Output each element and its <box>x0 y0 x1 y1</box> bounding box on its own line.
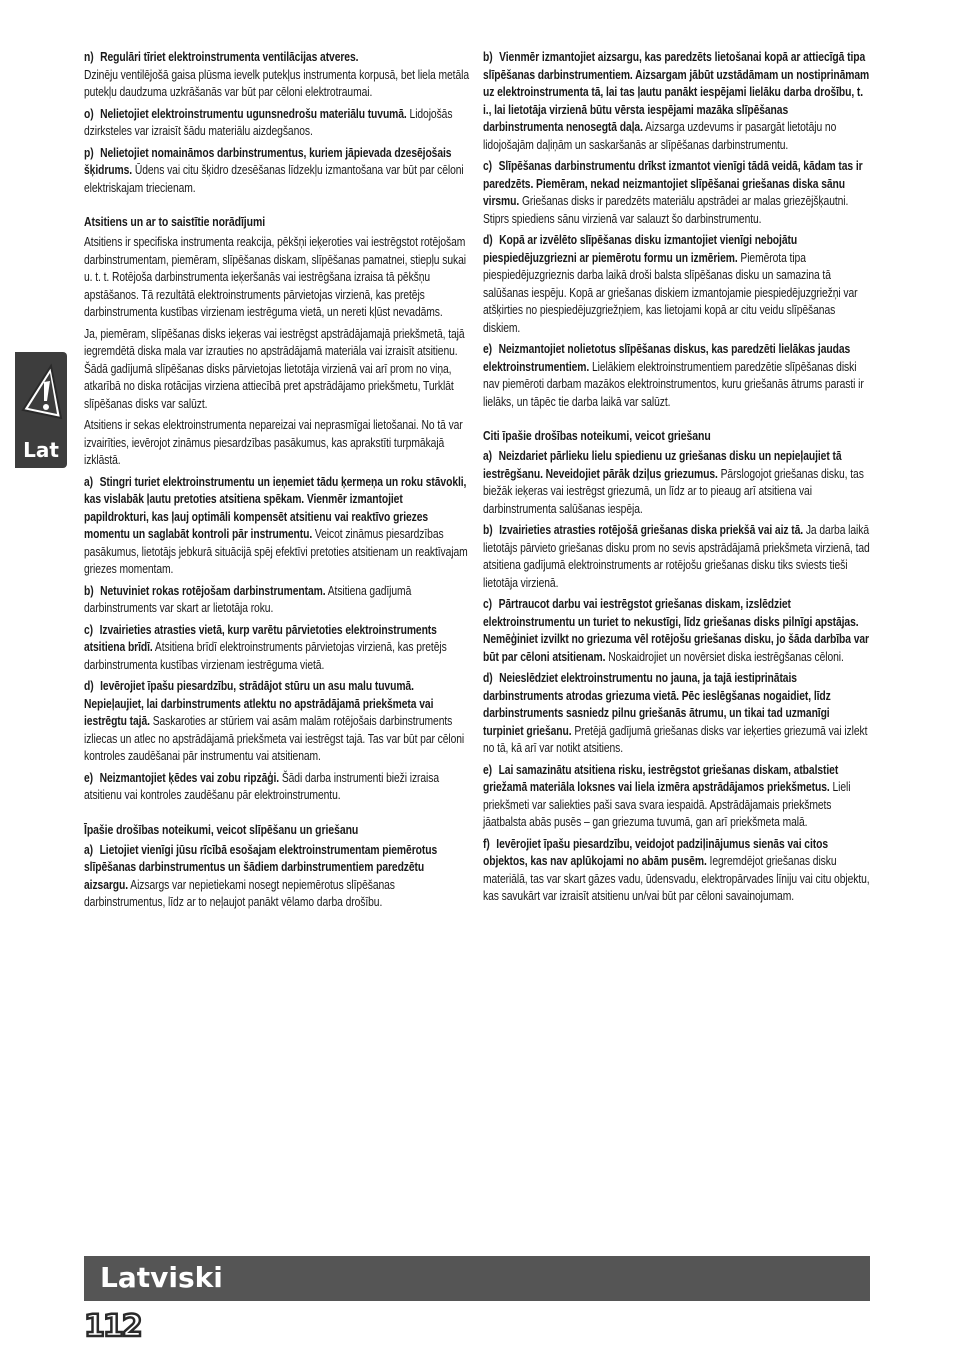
paragraph: Ja, piemēram, slīpēšanas disks ieķeras vai iestrēgst apstrādājamajā priekšmetā, tajā iegremdētā diska mala var izrauties no apstrādājamā materiāla vai izraisīt atsitienu. Šādā gadījumā slīpēšanas disks pārvietojas lietotāja virzienā vai arī prom no viņa, atkarībā no diska rotācijas virziena attiecībā pret apstrādājamo priekšmetu, Turklāt slīpēšanas disks var salūzt. <box>84 326 465 411</box>
paragraph: Atsitiens ir specifiska instrumenta reakcija, pēkšņi ieķeroties vai iestrēgstot rotējošam darbinstrumentam, piemēram, slīpēšanas diskam, slīpēšanas pamatnei, stiepļu sukai u. t. t. Rotējoša darbinstrumenta ieķeršanās vai iestrēgšana izraisa tā pēkšņu apstāšanos. Tā rezultātā elektroinstruments pārvietojas virzienā, kas pretējs darbinstrumenta kustības virzienam iestrēguma vietā, un nereti kļūst nevadāms. <box>84 235 466 319</box>
item-e: e) Lai samazinātu atsitiena risku, iestrēgstot griešanas diskam, atbalstiet griežamā materiāla loksnes vai liela izmēra apstrādājamos priekšmetus. Lieli priekšmeti var saliekties paši sava svara iespaidā. Apstrādājamais priekšmets jāatbalsta abās pusēs – gan griezuma tuvumā, gan arī priekšmeta malā. <box>483 762 851 829</box>
page-number: 112 <box>84 1309 141 1344</box>
item-a: a) Neizdariet pārlieku lielu spiedienu uz griešanas disku un nepieļaujiet tā iestrēgšanu. Neveidojiet pārāk dziļus griezumus. Pārslogojot griešanas disku, tas biežāk ieķeras vai iestrēgst griezumā, un līdz ar to pieaug arī atsitiena vai darbinstrumenta salūšanas iespēja. <box>483 449 864 516</box>
language-title: Latviski <box>100 1261 223 1294</box>
item-p: p) Nelietojiet nomaināmos darbinstrumentus, kuriem jāpievada dzesējošais šķidrums. Ūdens vai citu šķidro dzesēšanas līdzekļu izmantošana var būt par cēloni elektriskajam triecienam. <box>84 145 464 195</box>
right-column <box>483 49 870 910</box>
item-a: a) Lietojiet vienīgi jūsu rīcībā esošajam elektroinstrumentam piemērotus slīpēšanas darbinstrumentus un šādiem darbinstrumentiem paredzētu aizsargu. Aizsargs var nepietiekami nosegt nepiemērotus slīpēšanas darbinstrumentus, līdz ar to neļaujot panākt vēlamo darba drošību. <box>84 842 438 909</box>
item-c: c) Pārtraucot darbu vai iestrēgstot griešanas diskam, izslēdziet elektroinstrumentu un turiet to nekustīgi, līdz griešanas disks pilnīgi apstājas. Nemēģiniet izvilkt no griezuma vēl rotējošu griešanas disku, jo šāda darbība var būt par cēloni atsitienam. Noskaidrojiet un novērsiet diska iestrēgšanas cēloni. <box>483 597 869 664</box>
item-n: n) Regulāri tīriet elektroinstrumenta ventilācijas atveres. Dzinēju ventilējošā gaisa plūsma ievelk putekļus instrumenta korpusā, bet liela metāla putekļu daudzuma uzkrāšanās var būt par cēloni elektrotraumai. <box>84 50 470 99</box>
warning-triangle-icon <box>17 360 65 426</box>
section-heading-kickback: Atsitiens un ar to saistītie norādījumi <box>84 214 266 229</box>
section-heading-grinding: Īpašie drošības noteikumi, veicot slīpēšanu un griešanu <box>84 821 359 837</box>
item-b: b) Izvairieties atrasties rotējošā griešanas diska priekšā vai aiz tā. Ja darba laikā lietotājs pārvieto griešanas disku prom no sevis apstrādājamā priekšmeta virzienā, tad atsitiena gadījumā elektroinstruments ar rotējošu griešanas disku tiks sviests tieši lietotāja virzienā. <box>483 523 870 590</box>
item-e: e) Neizmantojiet nolietotus slīpēšanas diskus, kas paredzēti lielākas jaudas elektroinstrumentiem. Lielākiem elektroinstrumentiem paredzētie slīpēšanas diski nav piemēroti darbam mazākos elektroinstrumentos, kuru griešanās ātrums parasti ir lielāks, un tāpēc tie darba laikā var salūzt. <box>483 342 864 409</box>
item-f: f) Ievērojiet īpašu piesardzību, veidojot padziļinājumus sienās vai citos objektos, kas nav aplūkojami no abām pusēm. Iegremdējot griešanas disku materiālā, tas var skart gāzes vadu, ūdensvadu, elektropārvades līniju vai citu objektu, kas savukārt var izraisīt atsitienu un/vai būt par cēloni savainojumam. <box>483 836 870 903</box>
item-c: c) Izvairieties atrasties vietā, kurp varētu pārvietoties elektroinstruments atsitiena brīdī. Atsitiena brīdī elektroinstruments pārvietojas virzienā, kas pretējs darbinstrumenta kustības virzienam iestrēguma vietā. <box>84 622 447 672</box>
left-column <box>84 49 469 916</box>
language-code-label: Lat <box>23 438 59 462</box>
item-e: e) Neizmantojiet ķēdes vai zobu ripzāģi. Šādi darba instrumenti bieži izraisa atsitienu vai kontroles zaudēšanu pār elektroinstrumentu. <box>84 770 440 802</box>
item-a: a) Stingri turiet elektroinstrumentu un ieņemiet tādu ķermeņa un roku stāvokli, kas vislabāk ļautu pretoties atsitiena spēkam. Vienmēr izmantojiet papildrokturi, kas ļauj optimāli kompensēt atsitienu vai reaktīvo griezes momentu un saglabāt kontroli pār instrumentu. Veicot zināmus piesardzības pasākumus, lietotājs jebkurā situācijā spēj efektīvi pretoties atsitienam un reaktīvajam griezes momentam. <box>84 474 468 576</box>
item-c: c) Slīpēšanas darbinstrumentu drīkst izmantot vienīgi tādā veidā, kādam tas ir paredzēts. Piemēram, nekad neizmantojiet slīpēšanai griešanas diska sānu virsmu. Griešanas disks ir paredzēts materiālu apstrādei ar malas griezējšķautni. Stiprs spiediens sānu virzienā var salauzt šo darbinstrumentu. <box>483 159 863 226</box>
item-d: d) Neieslēdziet elektroinstrumentu no jauna, ja tajā iestiprinātais darbinstruments atrodas griezuma vietā. Pēc ieslēgšanas nogaidiet, līdz darbinstruments sasniedz pilnu griešanās ātrumu, un tikai tad uzmanīgi turpiniet griešanu. Pretējā gadījumā griešanas disks var ieķerties griezumā vai izlekt no tā, kā arī var notikt atsitiens. <box>483 671 868 755</box>
footer-language-bar <box>84 1256 870 1301</box>
language-side-tab <box>15 352 67 468</box>
item-o: o) Nelietojiet elektroinstrumentu ugunsnedrošu materiālu tuvumā. Lidojošās dzirksteles var izraisīt šādu materiālu aizdegšanos. <box>84 106 453 138</box>
item-d: d) Kopā ar izvēlēto slīpēšanas disku izmantojiet vienīgi nebojātu piespiedējuzgriezni ar piemērotu formu un izmēriem. Piemērota tipa piespiedējuzgrieznis darba laikā droši balsta slīpēšanas disku un samazina tā salūšanas iespēju. Kopā ar griešanas diskiem izmantojamie piespiedējuzgriežņi var atšķirties no piespiedējuzgriežņiem, kas lietojami kopā ar citu veidu slīpēšanas diskiem. <box>483 233 858 335</box>
item-d: d) Ievērojiet īpašu piesardzību, strādājot stūru un asu malu tuvumā. Nepieļaujiet, lai darbinstruments atlektu no apstrādājamā priekšmeta vai iestrēgtu tajā. Saskaroties ar stūriem vai asām malām rotējošais darbinstruments izliecas un atlec no apstrādājamā priekšmeta vai iestrēgst tajā. Tas var būt par cēloni kontroles zaudēšanai pār instrumentu vai atsitienam. <box>84 679 465 763</box>
item-b: b) Netuviniet rokas rotējošam darbinstrumentam. Atsitiena gadījumā darbinstruments var skart ar lietotāja roku. <box>84 583 412 615</box>
item-b: b) Vienmēr izmantojiet aizsargu, kas paredzēts lietošanai kopā ar attiecīgā tipa slīpēšanas darbinstrumentiem. Aizsargam jābūt uzstādāmam un nostiprināmam uz elektroinstrumenta tā, lai tas ļautu panākt iespējami lielāku darba drošību, t. i., lai lietotāja virzienā būtu vērsta iespējami mazāka slīpēšanas darbinstrumenta nenosegtā daļa. Aizsarga uzdevums ir pasargāt lietotāju no lidojošajām daļiņām un saskaršanās ar slīpēšanas darbinstrumentu. <box>483 50 870 152</box>
section-heading-cutting: Citi īpašie drošības noteikumi, veicot griešanu <box>483 428 711 443</box>
paragraph: Atsitiens ir sekas elektroinstrumenta nepareizai vai neprasmīgai lietošanai. No tā var izvairīties, ievērojot zināmus piesardzības pasākumus, kas aprakstīti turpmākajā izklāstā. <box>84 418 463 467</box>
